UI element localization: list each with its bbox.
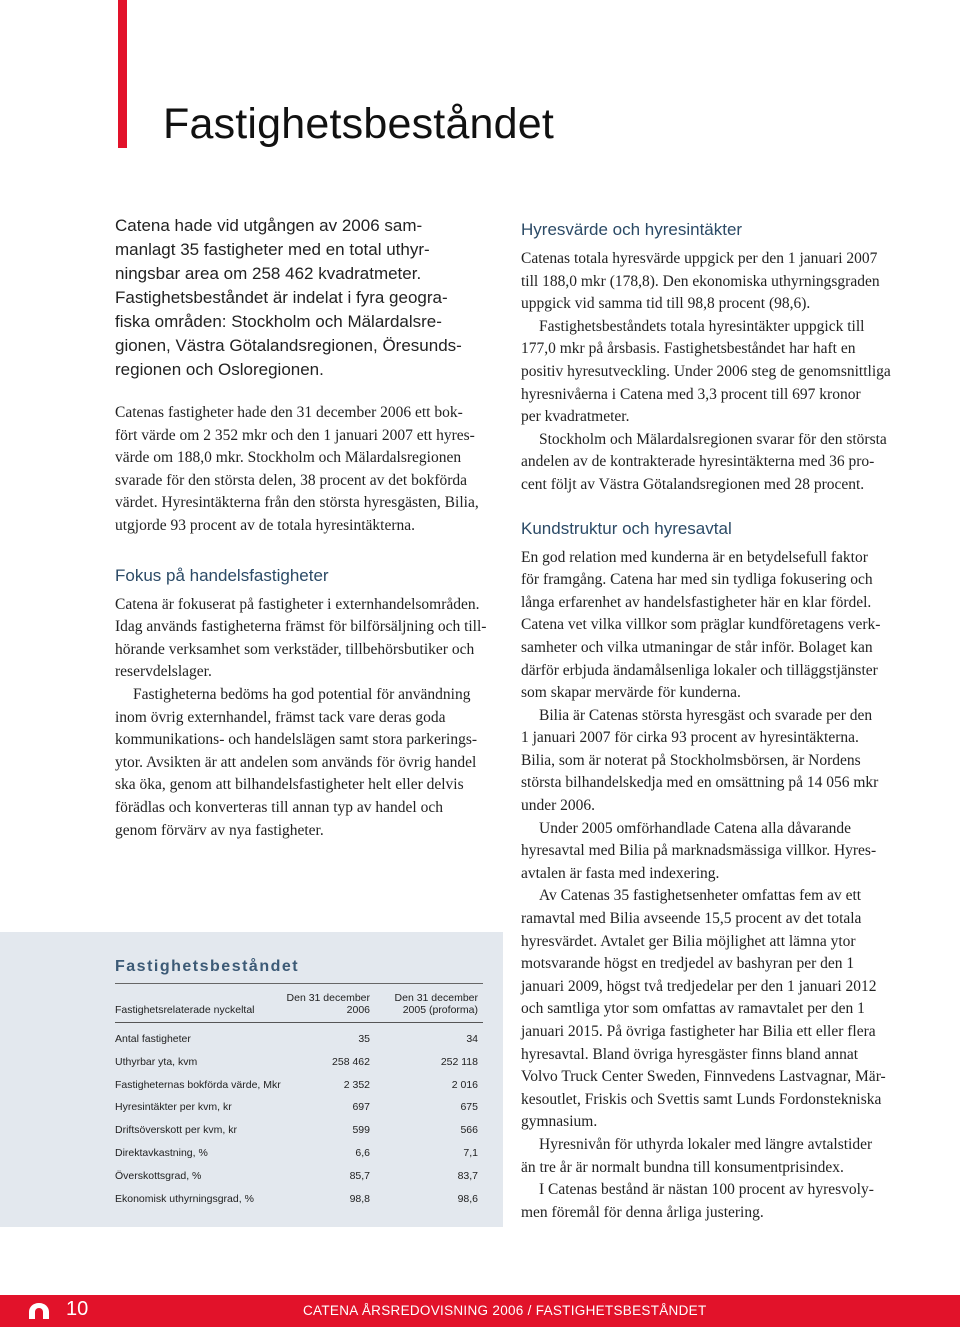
text-line: I Catenas bestånd är nästan 100 procent av hyresvoly- bbox=[539, 1181, 874, 1199]
table-row bbox=[115, 1186, 483, 1209]
left-column bbox=[115, 214, 493, 842]
text-line: värdet. Hyresintäkterna från den största hyresgästen, Bilia, bbox=[115, 494, 479, 512]
section-heading-hyresvarde: Hyresvärde och hyresintäkter bbox=[521, 220, 743, 239]
value-2005: 675 bbox=[460, 1101, 478, 1114]
table-row bbox=[115, 1072, 483, 1095]
row-label: Driftsöverskott per kvm, kr bbox=[115, 1124, 237, 1137]
text-line: Bilia är Catenas största hyresgäst och svarade per den bbox=[539, 706, 873, 724]
value-2006: 98,8 bbox=[349, 1192, 370, 1205]
table-header bbox=[115, 986, 483, 1016]
table-row bbox=[115, 1117, 483, 1140]
text-line: än tre år är normalt bundna till konsumentprisindex. bbox=[521, 1158, 844, 1176]
table-title: Fastighetsbeståndet bbox=[115, 958, 300, 975]
text-line: 177,0 mkr på årsbasis. Fastighetsbeståndet har haft en bbox=[521, 340, 856, 358]
title-accent-bar bbox=[118, 0, 127, 148]
text-line: och samtliga ytor som omfattas av ramavtalet per den 1 bbox=[521, 1000, 865, 1018]
text-line: Idag används fastigheterna främst för bilförsäljning och till- bbox=[115, 618, 487, 636]
row-label: Uthyrbar yta, kvm bbox=[115, 1055, 198, 1068]
text-line: Fastigheterna bedöms ha god potential för användning bbox=[133, 685, 471, 703]
text-line: avtalen är fasta med indexering. bbox=[521, 864, 720, 882]
text-line: kommunikations- och handelslägen samt stora parkerings- bbox=[115, 731, 478, 749]
text-line: hyresavtal. Bland övriga hyresgäster finns bland annat bbox=[521, 1045, 859, 1063]
text-line: största bilhandelskedja med en omsättning på 14 056 mkr bbox=[521, 774, 879, 792]
body-paragraph bbox=[521, 1134, 901, 1179]
value-2006: 697 bbox=[352, 1101, 370, 1114]
intro-line: Catena hade vid utgången av 2006 sam- bbox=[115, 216, 423, 235]
body-paragraph bbox=[521, 316, 901, 429]
text-line: Hyresnivån för uthyrda lokaler med längre avtalstider bbox=[539, 1135, 873, 1153]
column-header-line: 2005 (proforma) bbox=[402, 1004, 478, 1016]
text-line: kesoutlet, Friskis och Svettis samt Lunds Fordonstekniska bbox=[521, 1090, 882, 1108]
text-line: som skapar mervärde för kunderna. bbox=[521, 684, 741, 702]
text-line: gymnasium. bbox=[521, 1113, 598, 1131]
text-line: inom övrig externhandel, främst tack vare deras goda bbox=[115, 708, 446, 726]
page-title: Fastighetsbeståndet bbox=[163, 100, 555, 148]
text-line: för framgång. Catena har med sin tydliga fokusering och bbox=[521, 571, 873, 589]
row-label: Direktavkastning, % bbox=[115, 1146, 208, 1159]
text-line: januari 2009, högst två tredjedelar per den 1 januari 2012 bbox=[521, 977, 877, 995]
column-header-2005 bbox=[395, 992, 478, 1016]
text-line: men föremål för denna årliga justering. bbox=[521, 1203, 764, 1221]
table-row bbox=[115, 1049, 483, 1072]
text-line: motsvarande högst en tredjedel av bashyran per den 1 bbox=[521, 955, 855, 973]
text-line: hyresavtal med Bilia på marknadsmässiga villkor. Hyres- bbox=[521, 842, 877, 860]
section-heading-fokus: Fokus på handelsfastigheter bbox=[115, 565, 329, 585]
text-line: reservdelslager. bbox=[115, 663, 212, 681]
table-title-rule bbox=[115, 983, 483, 984]
body-paragraph bbox=[521, 547, 901, 705]
text-line: ska öka, genom att bilhandelsfastigheter helt eller delvis bbox=[115, 776, 464, 794]
body-paragraph bbox=[115, 402, 493, 538]
text-line: Fastighetsbeståndets totala hyresintäkter uppgick till bbox=[539, 317, 865, 335]
text-line: svarade för den största delen, 38 procent av det bokförda bbox=[115, 471, 468, 489]
body-paragraph bbox=[521, 429, 901, 497]
text-line: genom förvärv av nya fastigheter. bbox=[115, 821, 324, 839]
row-label: Hyresintäkter per kvm, kr bbox=[115, 1101, 232, 1114]
row-label: Antal fastigheter bbox=[115, 1033, 191, 1045]
value-2006: 599 bbox=[352, 1124, 370, 1137]
intro-line: Fastighetsbeståndet är indelat i fyra geogra- bbox=[115, 288, 448, 307]
table-row bbox=[115, 1163, 483, 1186]
value-2005: 83,7 bbox=[457, 1169, 478, 1182]
intro-line: regionen och Osloregionen. bbox=[115, 360, 324, 379]
intro-line: gionen, Västra Götalandsregionen, Öresunds- bbox=[115, 336, 462, 355]
text-line: Volvo Truck Center Sweden, Finnvedens Lastvagnar, Mär- bbox=[521, 1068, 886, 1086]
text-line: En god relation med kunderna är en betydelsefull faktor bbox=[521, 548, 868, 566]
row-label: Fastigheternas bokförda värde, Mkr bbox=[115, 1078, 281, 1091]
text-line: hyresvärdet. Avtalet ger Bilia möjlighet att lämna ytor bbox=[521, 932, 856, 950]
text-line: utgjorde 93 procent av de totala hyresintäkterna. bbox=[115, 516, 415, 534]
text-line: uppgick vid samma tid till 98,8 procent (98,6). bbox=[521, 295, 811, 313]
value-2005: 7,1 bbox=[463, 1146, 478, 1159]
body-paragraph bbox=[521, 818, 901, 886]
text-line: Bilia, som är noterat på Stockholmsbörsen, är Nordens bbox=[521, 751, 861, 769]
column-header-line: Den 31 december bbox=[286, 992, 370, 1004]
text-line: Stockholm och Mälardalsregionen svarar för den största bbox=[539, 430, 887, 448]
row-label: Överskottsgrad, % bbox=[115, 1169, 202, 1182]
table-row bbox=[115, 1140, 483, 1163]
text-line: positiv hyresutveckling. Under 2006 steg de genomsnittliga bbox=[521, 362, 891, 380]
text-line: Av Catenas 35 fastighetsenheter omfattas fem av ett bbox=[539, 887, 862, 905]
text-line: Catena är fokuserat på fastigheter i externhandelsområden. bbox=[115, 595, 480, 613]
text-line: Catenas totala hyresvärde uppgick per den 1 januari 2007 bbox=[521, 250, 878, 267]
text-line: fört värde om 2 352 mkr och den 1 januari 2007 ett hyres- bbox=[115, 426, 475, 444]
body-paragraph bbox=[115, 594, 493, 684]
text-line: Catenas fastigheter hade den 31 december 2006 ett bok- bbox=[115, 404, 463, 421]
text-line: därför erbjuda ändamålsenliga lokaler och tilläggstjänster bbox=[521, 661, 878, 679]
text-line: till 188,0 mkr (178,8). Den ekonomiska uthyrningsgraden bbox=[521, 272, 880, 290]
column-header-line: 2006 bbox=[346, 1004, 370, 1016]
value-2005: 252 118 bbox=[440, 1055, 478, 1068]
value-2006: 258 462 bbox=[332, 1055, 370, 1068]
value-2006: 85,7 bbox=[349, 1169, 370, 1182]
column-header-line: Den 31 december bbox=[394, 992, 478, 1004]
text-line: per kvadratmeter. bbox=[521, 408, 630, 426]
page-number: 10 bbox=[66, 1298, 89, 1320]
body-paragraph bbox=[115, 684, 493, 842]
table-header-rule bbox=[115, 1022, 483, 1023]
value-2006: 6,6 bbox=[355, 1146, 370, 1159]
value-2005: 566 bbox=[460, 1124, 478, 1137]
value-2005: 34 bbox=[466, 1033, 478, 1045]
kpi-table bbox=[115, 958, 483, 1208]
body-paragraph bbox=[521, 885, 901, 1134]
column-header-2006 bbox=[287, 992, 370, 1016]
intro-paragraph bbox=[115, 214, 493, 382]
intro-line: ningsbar area om 258 462 kvadratmeter. bbox=[115, 264, 422, 283]
intro-line: manlagt 35 fastigheter med en total uthyr- bbox=[115, 240, 430, 259]
text-line: januari 2015. På övriga fastigheter har Bilia ett eller flera bbox=[521, 1023, 876, 1040]
text-line: värde om 188,0 mkr. Stockholm och Mälardalsregionen bbox=[115, 449, 462, 467]
table-row bbox=[115, 1026, 483, 1049]
body-paragraph bbox=[521, 1179, 901, 1224]
page-footer bbox=[0, 1295, 960, 1327]
text-line: ytor. Avsikten är att andelen som används för övrig handel bbox=[115, 753, 477, 771]
text-line: hyresnivåerna i Catena med 3,3 procent till 697 kronor bbox=[521, 385, 861, 403]
text-line: under 2006. bbox=[521, 797, 596, 815]
row-label: Ekonomisk uthyrningsgrad, % bbox=[115, 1192, 254, 1205]
body-paragraph bbox=[521, 248, 901, 316]
value-2005: 2 016 bbox=[451, 1078, 478, 1091]
value-2006: 2 352 bbox=[343, 1078, 370, 1091]
column-header-label: Fastighetsrelaterade nyckeltal bbox=[115, 1004, 255, 1016]
table-row bbox=[115, 1094, 483, 1117]
text-line: samheter och vilka utmaningar de står inför. Bolaget kan bbox=[521, 638, 873, 656]
footer-running-title: CATENA ÅRSREDOVISNING 2006 / FASTIGHETSBESTÅNDET bbox=[303, 1303, 707, 1318]
catena-logo-icon bbox=[28, 1302, 50, 1320]
section-heading-kundstruktur: Kundstruktur och hyresavtal bbox=[521, 518, 732, 538]
text-line: långa erfarenhet av handelsfastigheter här en klar fördel. bbox=[521, 593, 872, 611]
text-line: förädlas och konverteras till annan typ av handel och bbox=[115, 798, 443, 816]
text-line: andelen av de kontrakterade hyresintäkterna med 36 pro- bbox=[521, 453, 875, 471]
body-paragraph bbox=[521, 705, 901, 818]
value-2005: 98,6 bbox=[457, 1192, 478, 1205]
right-column bbox=[521, 220, 901, 1224]
value-2006: 35 bbox=[358, 1033, 370, 1045]
text-line: 1 januari 2007 för cirka 93 procent av hyresintäkterna. bbox=[521, 729, 859, 747]
intro-line: fiska områden: Stockholm och Mälardalsre- bbox=[115, 312, 442, 331]
text-line: ramavtal med Bilia avseende 15,5 procent av det totala bbox=[521, 910, 862, 928]
text-line: Catena vet vilka villkor som präglar kundföretagens verk- bbox=[521, 616, 881, 634]
text-line: hörande verksamhet som verkstäder, tillbehörsbutiker och bbox=[115, 640, 475, 658]
text-line: Under 2005 omförhandlade Catena alla dåvarande bbox=[539, 819, 852, 837]
text-line: cent följt av Västra Götalandsregionen med 28 procent. bbox=[521, 475, 865, 493]
